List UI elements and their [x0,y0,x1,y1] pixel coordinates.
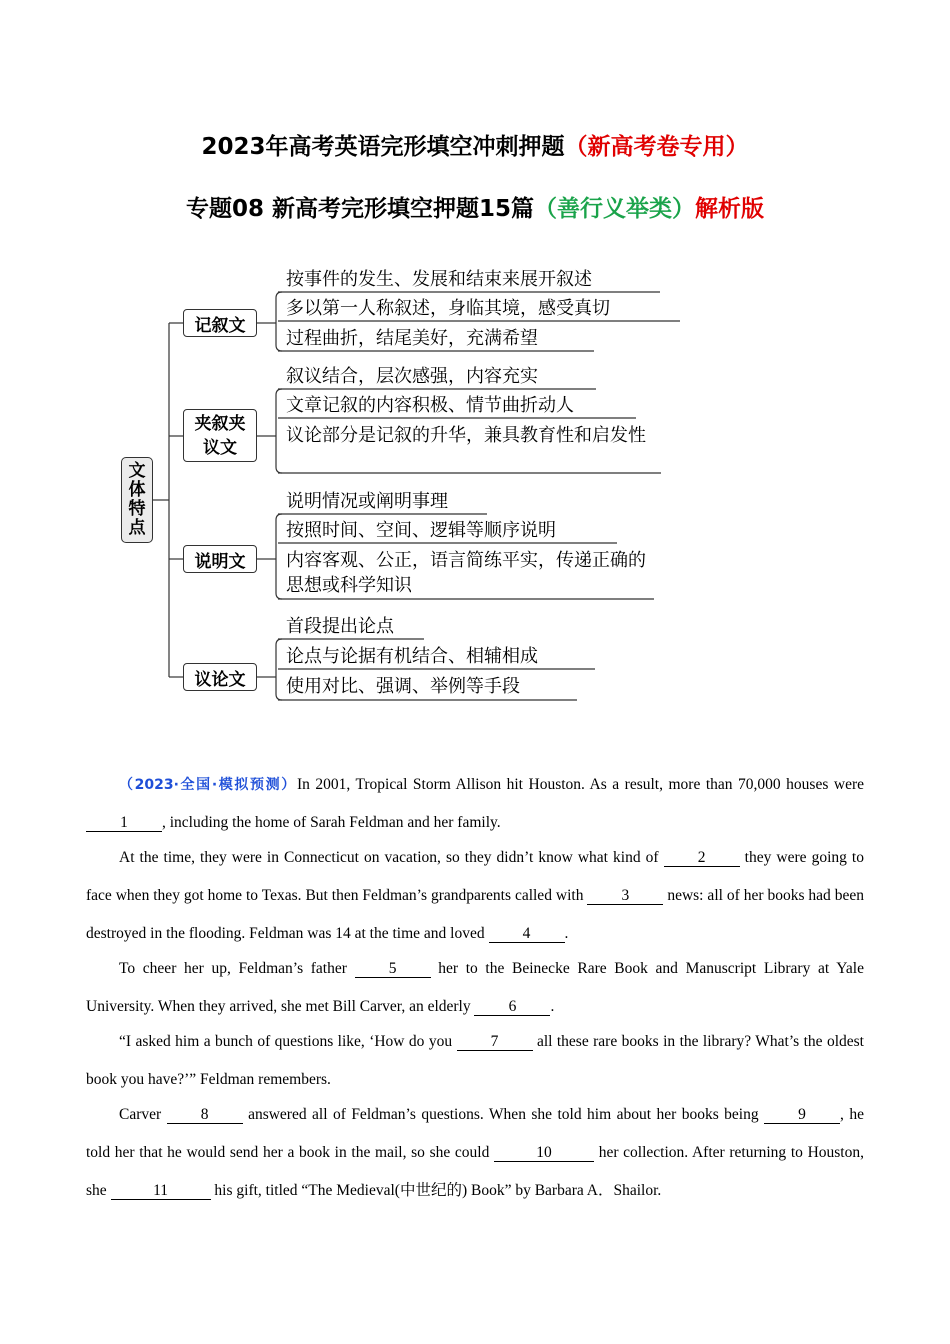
blank-6[interactable]: 6 [474,999,550,1016]
mindmap-leaf: 按事件的发生、发展和结束来展开叙述 [286,269,592,290]
branch-narrative: 记叙文 [183,309,257,337]
subtitle-tag-red: 解析版 [695,196,765,222]
mindmap-leaf: 议论部分是记叙的升华，兼具教育性和启发性 [286,425,646,446]
passage-paragraph-5: Carver 8 answered all of Feldman’s questions. When she told him about her books being 9 , he told her that he would send her a book in the mail, so she could 10 her collection. After returning to Houston, she 11 his gift, titled “The Medieval(中世纪的) Book” by Barbara A．Shailor. [86,1106,864,1199]
branch-narrative-argumentative: 夹叙夹 议文 [183,409,257,462]
blank-4[interactable]: 4 [489,926,565,943]
document-title: 2023年高考英语完形填空冲刺押题（新高考卷专用） [201,134,749,160]
mindmap-leaf: 文章记叙的内容积极、情节曲折动人 [286,395,574,416]
passage-paragraph-3: To cheer her up, Feldman’s father 5 her to the Beinecke Rare Book and Manuscript Library at Yale University. When they arrived, she met Bill Carver, an elderly 6 . [86,960,864,1015]
blank-7[interactable]: 7 [457,1034,533,1051]
mindmap-leaf: 说明情况或阐明事理 [286,491,448,512]
passage-paragraph-2: At the time, they were in Connecticut on vacation, so they didn’t know what kind of 2 they were going to face when they got home to Texas. But then Feldman’s grandparents called with 3 news: all of her books had been destroyed in the flooding. Feldman was 14 at the time and loved 4 . [86,849,865,942]
blank-3[interactable]: 3 [587,888,663,905]
branch-expository: 说明文 [183,545,257,573]
blank-10[interactable]: 10 [494,1145,594,1162]
mindmap-leaf: 内容客观、公正，语言简练平实，传递正确的思想或科学知识 [286,550,646,596]
mindmap-root: 文 体 特 点 [121,457,153,543]
mindmap-leaf: 使用对比、强调、举例等手段 [286,676,520,697]
blank-9[interactable]: 9 [764,1107,840,1124]
mindmap-leaf: 叙议结合，层次感强，内容充实 [286,366,538,387]
branch-argumentative: 议论文 [183,663,257,691]
blank-11[interactable]: 11 [111,1183,211,1200]
document-subtitle: 专题08 新高考完形填空押题15篇（善行义举类）解析版 [185,196,765,222]
blank-1[interactable]: 1 [86,815,162,832]
blank-5[interactable]: 5 [355,961,431,978]
source-label: （2023·全国·模拟预测） [119,777,297,793]
subtitle-tag-green: （善行义举类） [534,196,696,222]
mindmap-leaf: 论点与论据有机结合、相辅相成 [286,646,538,667]
blank-2[interactable]: 2 [664,850,740,867]
mindmap-leaf: 多以第一人称叙述，身临其境，感受真切 [286,298,610,319]
title-tag-red: （新高考卷专用） [564,134,749,160]
passage-paragraph-1: （2023·全国·模拟预测）In 2001, Tropical Storm Allison hit Houston. As a result, more than 70,000 houses were 1 , including the home of Sarah Feldman and her family. [86,766,864,842]
mindmap-leaf: 过程曲折，结尾美好，充满希望 [286,328,538,349]
blank-8[interactable]: 8 [167,1107,243,1124]
mindmap-leaf: 首段提出论点 [286,616,394,637]
mindmap-leaf: 按照时间、空间、逻辑等顺序说明 [286,520,556,541]
passage-paragraph-4: “I asked him a bunch of questions like, ‘How do you 7 all these rare books in the library? What’s the oldest book you have?’” Feldman remembers. [86,1033,864,1088]
